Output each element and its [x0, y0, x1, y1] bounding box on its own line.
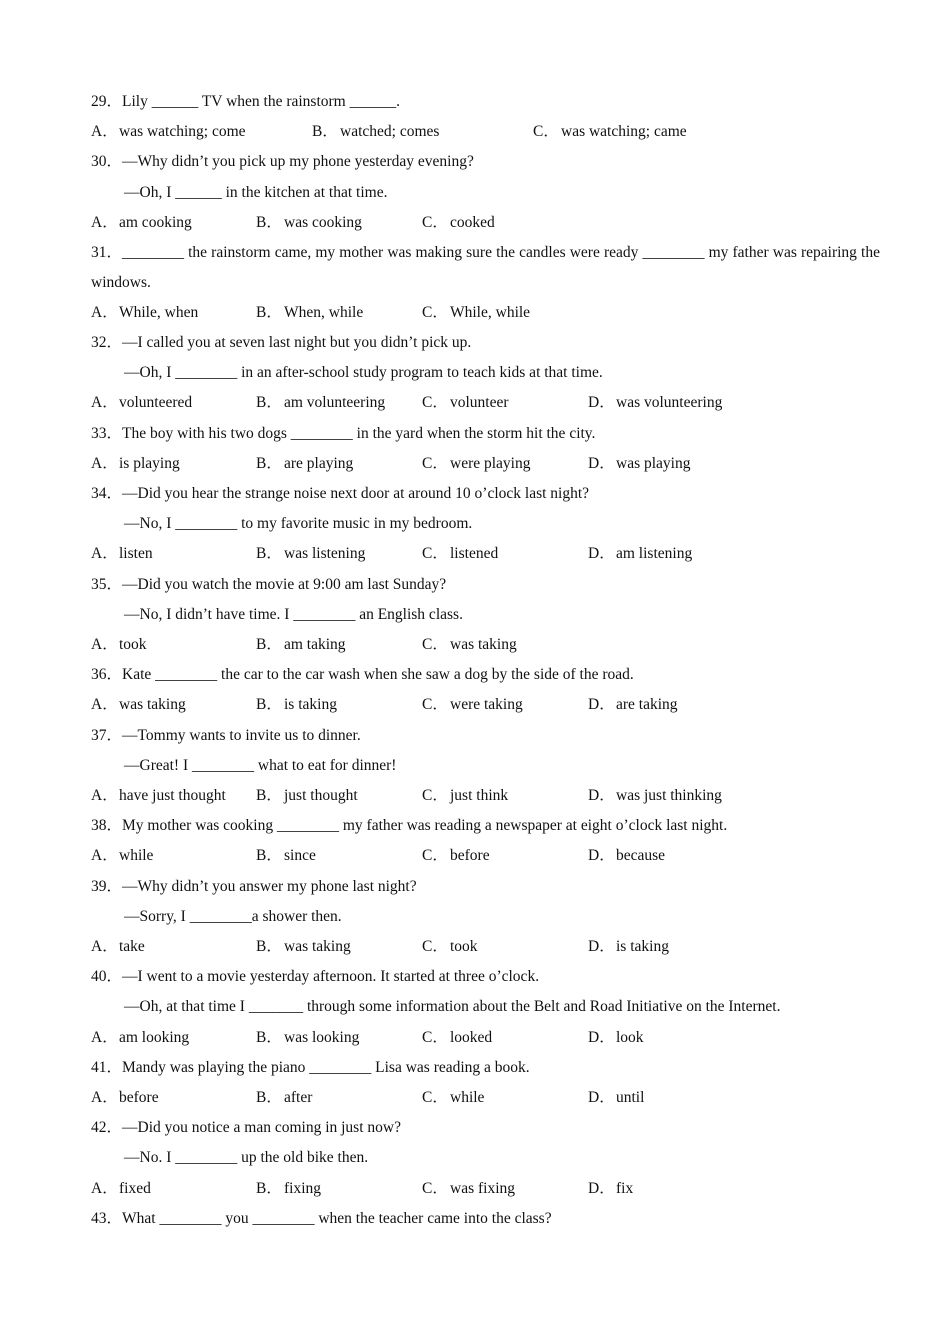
question-number: 39． — [91, 877, 123, 895]
option-letter: B． — [256, 847, 282, 865]
question-number: 41． — [91, 1058, 123, 1076]
answer-option-b — [256, 695, 337, 715]
answer-option-c — [533, 122, 687, 142]
option-letter: A． — [91, 123, 118, 141]
question-stem — [91, 1209, 880, 1229]
option-letter: A． — [91, 1089, 118, 1106]
question-dialogue-line: —Oh, I ______ in the kitchen at that time. — [124, 183, 388, 201]
option-text: am listening — [616, 545, 693, 563]
answer-option-a — [91, 122, 246, 142]
option-letter: B． — [256, 1179, 282, 1197]
answer-option-b — [256, 786, 358, 806]
question-number: 32． — [91, 334, 123, 351]
question-text: ________ the rainstorm came, my mother was making sure the candles were ready ________ my father was repairing the windows. — [91, 244, 880, 291]
question-dialogue-line: —Oh, I ________ in an after-school study program to teach kids at that time. — [124, 364, 603, 382]
option-letter: A． — [91, 303, 118, 321]
question-number: 30． — [91, 153, 123, 171]
option-letter: A． — [91, 696, 118, 714]
option-letter: A． — [91, 394, 118, 412]
question-stem — [91, 967, 880, 987]
option-text: take — [119, 938, 145, 955]
question-stem — [91, 424, 880, 444]
option-text: took — [119, 636, 147, 653]
option-letter: B． — [256, 1089, 282, 1106]
answer-option-b — [256, 937, 351, 957]
option-text: When, while — [284, 303, 364, 321]
answer-option-b — [256, 454, 353, 474]
question-dialogue-line: —No. I ________ up the old bike then. — [124, 1149, 369, 1167]
answer-option-a — [91, 303, 198, 323]
question-text: Lily ______ TV when the rainstorm ______. — [122, 93, 400, 110]
option-letter: D． — [588, 1179, 615, 1197]
option-text: was taking — [450, 636, 517, 653]
option-text: just think — [450, 787, 509, 804]
answer-option-d — [588, 786, 722, 806]
question-stem — [91, 816, 880, 836]
option-text: am taking — [284, 636, 346, 653]
option-text: is playing — [119, 454, 180, 472]
question-text: Kate ________ the car to the car wash when she saw a dog by the side of the road. — [122, 666, 634, 684]
option-letter: D． — [588, 394, 615, 412]
option-text: because — [616, 847, 666, 865]
answer-option-c — [422, 846, 490, 866]
option-text: were taking — [450, 696, 523, 714]
answer-option-c — [422, 454, 530, 474]
question-number: 29． — [91, 93, 123, 110]
answer-option-c — [422, 393, 509, 413]
question-dialogue-line: —No, I ________ to my favorite music in my bedroom. — [124, 515, 473, 533]
answer-option-a — [91, 544, 153, 564]
question-stem — [91, 238, 880, 298]
answer-option-d — [588, 937, 669, 957]
answer-option-b — [256, 213, 362, 233]
option-text: While, when — [119, 303, 199, 321]
answer-option-b — [256, 393, 385, 413]
option-letter: D． — [588, 1028, 615, 1046]
option-text: just thought — [284, 787, 358, 804]
question-number: 33． — [91, 424, 123, 442]
answer-option-a — [91, 846, 153, 866]
answer-option-a — [91, 454, 180, 474]
question-dialogue-line: —Oh, at that time I _______ through some information about the Belt and Road Initiative on the Internet. — [124, 998, 781, 1016]
option-letter: A． — [91, 454, 118, 472]
answer-option-a — [91, 695, 186, 715]
option-letter: B． — [256, 545, 282, 563]
question-number: 43． — [91, 1209, 123, 1227]
option-letter: C． — [422, 394, 448, 412]
option-text: listen — [119, 545, 153, 563]
answer-option-d — [588, 393, 722, 413]
option-text: While, while — [450, 303, 531, 321]
option-letter: C． — [422, 787, 448, 804]
answer-option-d — [588, 1028, 644, 1048]
answer-option-b — [256, 1179, 321, 1199]
option-text: are taking — [616, 696, 678, 714]
option-letter: A． — [91, 636, 118, 653]
option-text: look — [616, 1028, 644, 1046]
option-text: since — [284, 847, 316, 865]
option-letter: D． — [588, 787, 615, 804]
option-text: before — [450, 847, 490, 865]
option-text: are playing — [284, 454, 354, 472]
answer-option-a — [91, 1028, 189, 1048]
option-text: was watching; came — [561, 123, 687, 141]
answer-option-b — [256, 544, 365, 564]
question-text: —I went to a movie yesterday afternoon. It started at three o’clock. — [122, 968, 540, 986]
option-letter: C． — [422, 636, 448, 653]
question-dialogue-line: —No, I didn’t have time. I ________ an English class. — [124, 605, 463, 623]
option-letter: B． — [256, 938, 282, 955]
option-letter: C． — [422, 938, 448, 955]
option-letter: B． — [312, 123, 338, 141]
answer-option-b — [256, 1028, 359, 1048]
question-text: —Why didn’t you answer my phone last night? — [122, 877, 417, 895]
answer-option-c — [422, 695, 523, 715]
question-stem — [91, 1118, 880, 1138]
option-letter: A． — [91, 938, 118, 955]
option-letter: B． — [256, 787, 282, 804]
answer-option-d — [588, 1179, 633, 1199]
answer-option-a — [91, 213, 192, 233]
option-text: was playing — [616, 454, 691, 472]
option-text: after — [284, 1089, 313, 1106]
question-text: —I called you at seven last night but you didn’t pick up. — [122, 334, 472, 351]
option-letter: B． — [256, 696, 282, 714]
question-text: —Did you hear the strange noise next door at around 10 o’clock last night? — [122, 485, 590, 502]
option-text: cooked — [450, 213, 495, 231]
answer-option-d — [588, 1088, 644, 1108]
answer-option-c — [422, 786, 508, 806]
option-text: was just thinking — [616, 787, 722, 804]
answer-option-d — [588, 454, 690, 474]
option-text: while — [450, 1089, 485, 1106]
option-text: was looking — [284, 1028, 360, 1046]
option-letter: C． — [422, 1179, 448, 1197]
question-stem — [91, 484, 880, 504]
question-text: —Tommy wants to invite us to dinner. — [122, 726, 361, 744]
question-number: 37． — [91, 726, 123, 744]
option-text: was cooking — [284, 213, 362, 231]
question-number: 42． — [91, 1119, 123, 1137]
option-letter: D． — [588, 545, 615, 563]
question-text: Mandy was playing the piano ________ Lisa was reading a book. — [122, 1058, 530, 1076]
question-text: What ________ you ________ when the teacher came into the class? — [122, 1209, 552, 1227]
option-letter: D． — [588, 847, 615, 865]
answer-option-b — [256, 1088, 312, 1108]
option-letter: C． — [422, 847, 448, 865]
option-letter: B． — [256, 303, 282, 321]
option-letter: C． — [422, 696, 448, 714]
question-text: My mother was cooking ________ my father was reading a newspaper at eight o’clock last night. — [122, 817, 728, 835]
option-text: took — [450, 938, 478, 955]
question-text: —Did you watch the movie at 9:00 am last Sunday? — [122, 575, 447, 593]
answer-option-b — [312, 122, 439, 142]
option-letter: A． — [91, 1028, 118, 1046]
option-text: volunteer — [450, 394, 509, 412]
option-letter: D． — [588, 1089, 615, 1106]
option-text: was volunteering — [616, 394, 723, 412]
option-letter: C． — [533, 123, 559, 141]
answer-option-c — [422, 635, 517, 655]
question-number: 35． — [91, 575, 123, 593]
question-text: —Why didn’t you pick up my phone yesterday evening? — [122, 153, 474, 171]
question-text: —Did you notice a man coming in just now? — [122, 1119, 401, 1137]
option-text: was watching; come — [119, 123, 246, 141]
option-text: volunteered — [119, 394, 193, 412]
question-stem — [91, 665, 880, 685]
question-dialogue-line: —Sorry, I ________a shower then. — [124, 907, 342, 925]
answer-option-c — [422, 1028, 492, 1048]
option-letter: D． — [588, 454, 615, 472]
question-stem — [91, 333, 880, 353]
answer-option-c — [422, 1179, 515, 1199]
question-number: 40． — [91, 968, 123, 986]
question-text: The boy with his two dogs ________ in the yard when the storm hit the city. — [122, 424, 596, 442]
question-stem — [91, 92, 880, 112]
option-letter: A． — [91, 213, 118, 231]
option-text: fixing — [284, 1179, 322, 1197]
answer-option-b — [256, 635, 346, 655]
option-text: fix — [616, 1179, 634, 1197]
option-text: am looking — [119, 1028, 190, 1046]
question-stem — [91, 877, 880, 897]
option-text: am cooking — [119, 213, 192, 231]
option-text: looked — [450, 1028, 493, 1046]
question-stem — [91, 726, 880, 746]
question-number: 31． — [91, 244, 123, 261]
option-text: is taking — [284, 696, 337, 714]
question-stem — [91, 1058, 880, 1078]
option-letter: C． — [422, 213, 448, 231]
answer-option-b — [256, 303, 363, 323]
option-text: watched; comes — [340, 123, 440, 141]
option-text: were playing — [450, 454, 531, 472]
question-dialogue-line: —Great! I ________ what to eat for dinner! — [124, 756, 397, 774]
option-text: was listening — [284, 545, 366, 563]
option-text: was fixing — [450, 1179, 516, 1197]
option-letter: C． — [422, 545, 448, 563]
option-letter: B． — [256, 636, 282, 653]
answer-option-a — [91, 1179, 151, 1199]
option-letter: A． — [91, 545, 118, 563]
option-letter: D． — [588, 938, 615, 955]
answer-option-a — [91, 635, 147, 655]
question-stem — [91, 152, 880, 172]
option-letter: B． — [256, 454, 282, 472]
question-stem — [91, 575, 880, 595]
option-text: until — [616, 1089, 645, 1106]
option-text: while — [119, 847, 154, 865]
option-text: was taking — [284, 938, 351, 955]
answer-option-c — [422, 544, 498, 564]
option-text: listened — [450, 545, 499, 563]
option-text: have just thought — [119, 787, 226, 804]
option-letter: B． — [256, 213, 282, 231]
answer-option-a — [91, 393, 192, 413]
option-letter: C． — [422, 1089, 448, 1106]
answer-option-c — [422, 1088, 484, 1108]
answer-option-a — [91, 1088, 159, 1108]
option-text: is taking — [616, 938, 669, 955]
option-letter: A． — [91, 1179, 118, 1197]
answer-option-c — [422, 937, 478, 957]
option-letter: A． — [91, 787, 118, 804]
option-letter: D． — [588, 696, 615, 714]
option-letter: C． — [422, 454, 448, 472]
question-number: 34． — [91, 485, 123, 502]
answer-option-d — [588, 544, 692, 564]
question-number: 36． — [91, 666, 123, 684]
answer-option-b — [256, 846, 316, 866]
answer-option-d — [588, 695, 678, 715]
option-letter: B． — [256, 1028, 282, 1046]
answer-option-c — [422, 213, 495, 233]
answer-option-a — [91, 786, 226, 806]
option-text: before — [119, 1089, 159, 1106]
answer-option-c — [422, 303, 530, 323]
option-letter: C． — [422, 303, 448, 321]
option-text: fixed — [119, 1179, 151, 1197]
answer-option-d — [588, 846, 665, 866]
option-text: was taking — [119, 696, 186, 714]
option-letter: B． — [256, 394, 282, 412]
answer-option-a — [91, 937, 145, 957]
option-text: am volunteering — [284, 394, 386, 412]
option-letter: C． — [422, 1028, 448, 1046]
option-letter: A． — [91, 847, 118, 865]
question-number: 38． — [91, 817, 123, 835]
